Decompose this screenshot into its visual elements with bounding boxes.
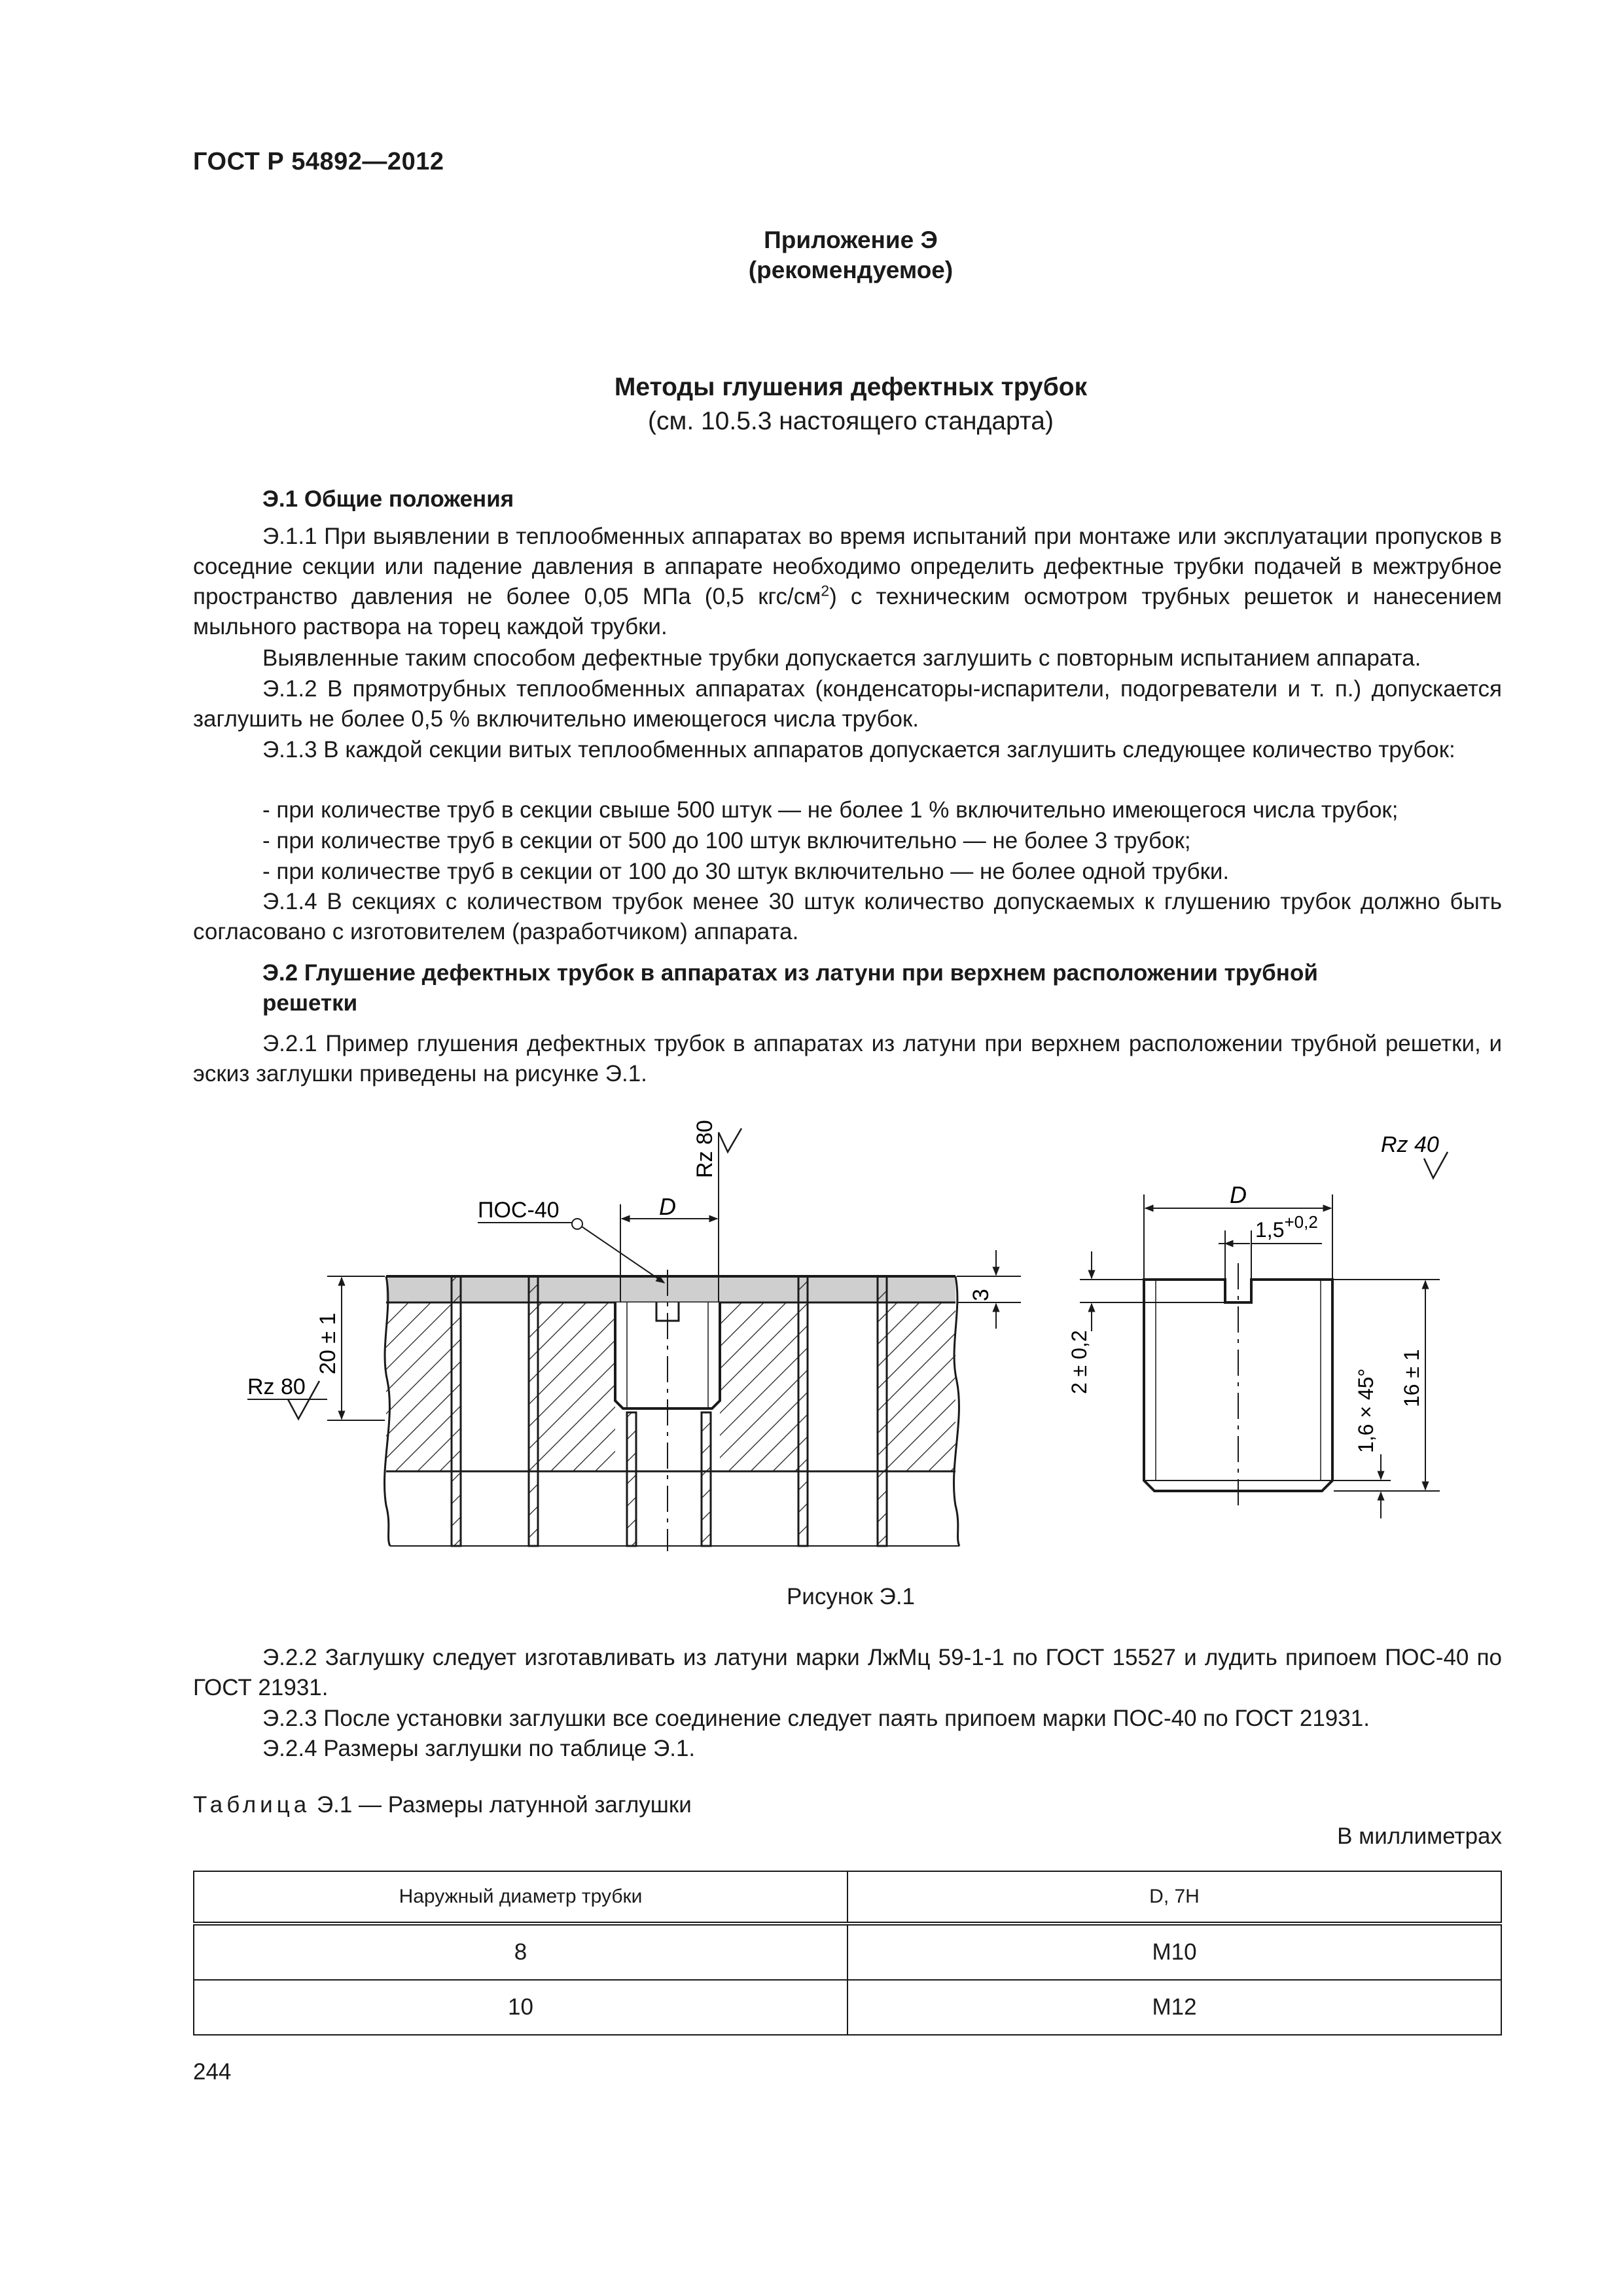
table-row <box>194 1980 1501 2035</box>
plug-sketch <box>1144 1263 1332 1505</box>
list-item: - при количестве труб в секции от 100 до 30 штук включительно — не более одной трубки. <box>262 859 1230 884</box>
paragraph-e-1-3: Э.1.3 В каждой секции витых теплообменных аппаратов допускается заглушить следующее количество трубок: <box>262 737 1455 762</box>
paragraph-e-2-3: Э.2.3 После установки заглушки все соединение следует паять припоем марки ПОС-40 по ГОСТ 21931. <box>262 1706 1370 1731</box>
slot-width-text: 1,5 <box>1255 1218 1285 1242</box>
section-heading-brass-line-1: Э.2 Глушение дефектных трубок в аппаратах из латуни при верхнем расположении трубной <box>262 960 1318 986</box>
thickness-label: 20 ± 1 <box>315 1312 340 1374</box>
list-item: - при количестве труб в секции свыше 500 штук — не более 1 % включительно имеющегося числа трубок; <box>262 797 1399 823</box>
appendix-kind: (рекомендуемое) <box>748 257 954 283</box>
dimensions-table <box>193 1871 1502 2036</box>
paragraph-e-1-2: Э.1.2 В прямотрубных теплообменных аппаратах (конденсаторы-испарители, подогреватели и т. п.) допускается заглушить не более 0,5 % включительно имеющегося числа трубок. <box>193 676 1502 732</box>
section-heading-brass-line-2: решетки <box>262 990 358 1016</box>
superscript-2: 2 <box>821 582 830 600</box>
document-subtitle: (см. 10.5.3 настоящего стандарта) <box>648 407 1054 435</box>
paragraph-detected-tubes: Выявленные таким способом дефектные трубки допускается заглушить с повторным испытанием аппарата. <box>262 645 1421 671</box>
paragraph-e-2-1: Э.2.1 Пример глушения дефектных трубок в аппаратах из латуни при верхнем расположении трубной решетки, и эскиз заглушки приведены на рисунке Э.1. <box>193 1031 1502 1086</box>
table-caption <box>193 1792 692 1818</box>
roughness-plug-text: Rz 40 <box>1381 1132 1439 1157</box>
tube-sheet-section <box>384 1270 959 1551</box>
roughness-plug-label <box>1381 1132 1439 1157</box>
table-cell: M10 <box>847 1924 1501 1980</box>
roughness-side-label: Rz 80 <box>247 1374 306 1399</box>
document-title: Методы глушения дефектных трубок <box>614 373 1088 401</box>
table-caption-text: Э.1 — Размеры латунной заглушки <box>310 1792 692 1818</box>
paragraph-e-2-2: Э.2.2 Заглушку следует изготавливать из латуни марки ЛжМц 59-1-1 по ГОСТ 15527 и лудить припоем ПОС-40 по ГОСТ 21931. <box>193 1645 1502 1700</box>
section-heading-brass <box>262 958 1318 1018</box>
paragraph-e-2-4: Э.2.4 Размеры заглушки по таблице Э.1. <box>262 1736 696 1761</box>
table-cell: 10 <box>194 1980 847 2035</box>
table-header-row <box>194 1871 1501 1924</box>
solder-label: ПОС-40 <box>478 1198 560 1223</box>
standard-code: ГОСТ Р 54892—2012 <box>193 148 444 175</box>
section-heading-general: Э.1 Общие положения <box>262 486 514 512</box>
page-number: 244 <box>193 2059 232 2085</box>
paragraph-e-1-1 <box>193 522 1502 642</box>
table-units: В миллиметрах <box>1337 1823 1502 1849</box>
paragraph-e-1-1-text-a: Э.1.1 При выявлении в теплообменных аппаратах во время испытаний при монтаже или эксплуатации пропусков в соседние секции или падение давления в аппарате необходимо определить дефектные трубки подачей в межтрубное пространство давления не более 0,05 МПа (0,5 кгс/см <box>193 524 1502 609</box>
diameter-label-right: D <box>1230 1181 1247 1208</box>
solder-leader <box>478 1198 664 1283</box>
layer-label: 3 <box>969 1289 993 1301</box>
paragraph-e-1-1-text-b: ) с техническим осмотром трубных решеток и нанесением мыльного раствора на торец каждой трубки. <box>193 584 1502 639</box>
roughness-top-mark <box>692 1120 741 1191</box>
roughness-side-mark <box>247 1374 327 1419</box>
table-cell: M12 <box>847 1980 1501 2035</box>
figure-e-1-drawing <box>0 1106 1623 1577</box>
height-label: 16 ± 1 <box>1400 1349 1423 1407</box>
column-header: D, 7H <box>847 1871 1501 1924</box>
roughness-top-label: Rz 80 <box>692 1120 717 1178</box>
slot-width-tolerance: +0,2 <box>1284 1212 1318 1232</box>
slot-depth-label: 2 ± 0,2 <box>1067 1330 1091 1394</box>
table-cell: 8 <box>194 1924 847 1980</box>
table-caption-label: Таблица <box>193 1792 311 1818</box>
table-row <box>194 1924 1501 1980</box>
dimension-chamfer <box>1334 1369 1391 1518</box>
chamfer-label: 1,6 × 45° <box>1354 1368 1378 1453</box>
roughness-plug-mark <box>1381 1132 1448 1178</box>
slot-width-label <box>1255 1212 1318 1242</box>
paragraph-e-1-4: Э.1.4 В секциях с количеством трубок менее 30 штук количество допускаемых к глушению трубок должно быть согласовано с изготовителем (разработчиком) аппарата. <box>193 889 1502 944</box>
dimension-layer <box>957 1250 1021 1329</box>
figure-caption: Рисунок Э.1 <box>786 1584 916 1609</box>
list-item: - при количестве труб в секции от 500 до 100 штук включительно — не более 3 трубок; <box>262 828 1191 853</box>
diameter-label-left: D <box>659 1193 676 1220</box>
column-header: Наружный диаметр трубки <box>194 1871 847 1924</box>
appendix-title: Приложение Э <box>764 226 938 253</box>
dimension-height <box>1334 1280 1440 1491</box>
dimension-slot-width <box>1219 1212 1322 1278</box>
